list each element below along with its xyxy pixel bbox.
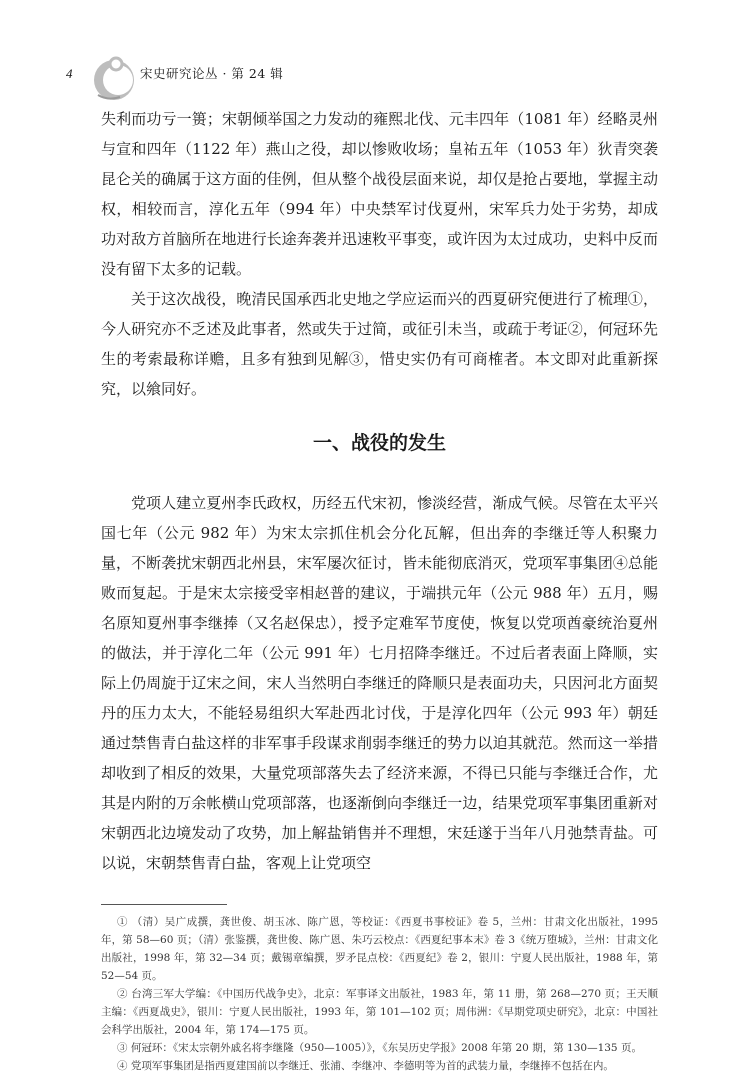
- paragraph-line: 人研究亦不乏述及此事者，然或失于过简，或征引未当，或疏于考证②，何冠环先生的: [101, 320, 658, 368]
- footnotes: [101, 913, 658, 1075]
- body-text-intro: [101, 104, 658, 404]
- paragraph-line: 地进行长途奔袭并迅速敉平事变，或许因为太过成功，史料中反而没有留下太多的记载。: [101, 230, 658, 278]
- page-number: 4: [66, 66, 73, 81]
- body-text-section: [101, 488, 658, 878]
- paragraph-line: 落失去了经济来源，不得已只能与李继迁合作，尤其是内附的万余帐横山党项部落，也: [101, 764, 658, 812]
- footnote-line: 第 58—60 页；（清）张鉴撰，龚世俊、陈广恩、朱巧云校点：《西夏纪事本末》卷 3《统万堕城》，兰州：甘肃文化出版社，: [101, 934, 658, 964]
- footnote: [101, 1057, 658, 1075]
- paragraph-line: 言，淳化五年（994 年）中央禁军讨伐夏州，宋军兵力处于劣势，却成功对敌方首脑所在: [101, 200, 658, 248]
- paragraph-line: 宋人当然明白李继迁的降顺只是表面功夫，只因河北方面契丹的压力太大，不能轻易组: [101, 674, 658, 722]
- paragraph-line: 考索最称详赡，且多有独到见解③，惜史实仍有可商榷者。本文即对此重新探究，以飨: [101, 350, 658, 398]
- paragraph-line: 继捧（又名赵保忠），授予定难军节度使，恢复以党项酋豪统治夏州的做法，并于淳化: [101, 614, 658, 662]
- text-column: [101, 104, 658, 1075]
- footnote-divider: [101, 904, 227, 905]
- paragraph: [101, 488, 658, 878]
- paragraph: [101, 104, 658, 284]
- paragraph-line: 逐渐倒向李继迁一边，结果党项军事集团重新对宋朝西北边境发动了攻势，加上解盐销: [101, 794, 658, 842]
- footnote-line: ③ 何冠环：《宋太宗朝外戚名将李继隆（950—1005）》，《东吴历史学报》2008 年第 20 期，第 130—135 页。: [117, 1042, 642, 1054]
- paragraph-line: 党项人建立夏州李氏政权，历经五代宋初，惨淡经营，渐成气候。尽管在太平兴国: [101, 494, 658, 542]
- footnote: [101, 913, 658, 985]
- paragraph: [101, 284, 658, 404]
- paragraph-line: 关于这次战役，晚清民国承西北史地之学应运而兴的西夏研究便进行了梳理①，今: [101, 290, 658, 338]
- paragraph-line: 织大军赴西北讨伐，于是淳化四年（公元 993 年）朝廷通过禁售青白盐这样的非军事手: [101, 704, 658, 752]
- paragraph-line: 失利而功亏一篑；宋朝倾举国之力发动的雍熙北伐、元丰四年（1081 年）经略灵州与宣: [101, 110, 658, 158]
- paragraph-line: 段谋求削弱李继迁的势力以迫其就范。然而这一举措却收到了相反的效果，大量党项部: [101, 734, 658, 782]
- paragraph-line: 袭扰宋朝西北州县，宋军屡次征讨，皆未能彻底消灭，党项军事集团④总能败而复起。: [101, 554, 658, 602]
- journal-title: 宋史研究论丛 · 第 24 辑: [140, 66, 284, 81]
- paragraph-line: 于是宋太宗接受宰相赵普的建议，于端拱元年（公元 988 年）五月，赐名原知夏州事李: [101, 584, 658, 632]
- footnote: [101, 985, 658, 1039]
- footnote-line: 1998 年，第 32—34 页；戴锡章编撰，罗矛昆点校：《西夏纪》卷 2，银川：宁夏人民出版社，1988 年，第 52—54 页。: [101, 952, 658, 982]
- footnote-line: ① （清）吴广成撰，龚世俊、胡玉冰、陈广恩，等校证：《西夏书事校证》卷 5，兰州：甘肃文化出版社，1995 年，: [101, 916, 658, 946]
- footnote-line: 编：《西夏战史》，银川：宁夏人民出版社，1993 年，第 101—102 页；周伟洲：《早期党项史研究》，北京：中国社会科学: [101, 1006, 658, 1036]
- footnote: [101, 1039, 658, 1057]
- footnote-line: ② 台湾三军大学编：《中国历代战争史》，北京：军事译文出版社，1983 年，第 11 册，第 268—270 页；王天顺主: [101, 988, 658, 1018]
- footnote-line: 出版社，2004 年，第 174—175 页。: [132, 1024, 315, 1036]
- paragraph-line: 二年（公元 991 年）七月招降李继迁。不过后者表面上降顺，实际上仍周旋于辽宋之间，: [101, 644, 658, 692]
- section-heading: 一、战役的发生: [312, 432, 446, 454]
- page-header: [0, 0, 729, 104]
- paragraph-line: 和四年（1122 年）燕山之役，却以惨败收场；皇祐五年（1053 年）狄青突袭昆仑关的: [101, 140, 658, 188]
- journal-logo-icon: [90, 55, 138, 103]
- paragraph-line: 确属于这方面的佳例，但从整个战役层面来说，却仅是抢占要地，掌握主动权，相较而: [101, 170, 658, 218]
- paragraph-line: 售并不理想，宋廷遂于当年八月弛禁青盐。可以说，宋朝禁售青白盐，客观上让党项空: [101, 824, 658, 872]
- paragraph-line: 七年（公元 982 年）为宋太宗抓住机会分化瓦解，但出奔的李继迁等人积聚力量，不断: [101, 524, 658, 572]
- paragraph-line: 同好。: [161, 380, 207, 398]
- footnote-line: ④ 党项军事集团是指西夏建国前以李继迁、张浦、李继冲、李德明等为首的武装力量，李继捧不包括在内。: [117, 1060, 614, 1072]
